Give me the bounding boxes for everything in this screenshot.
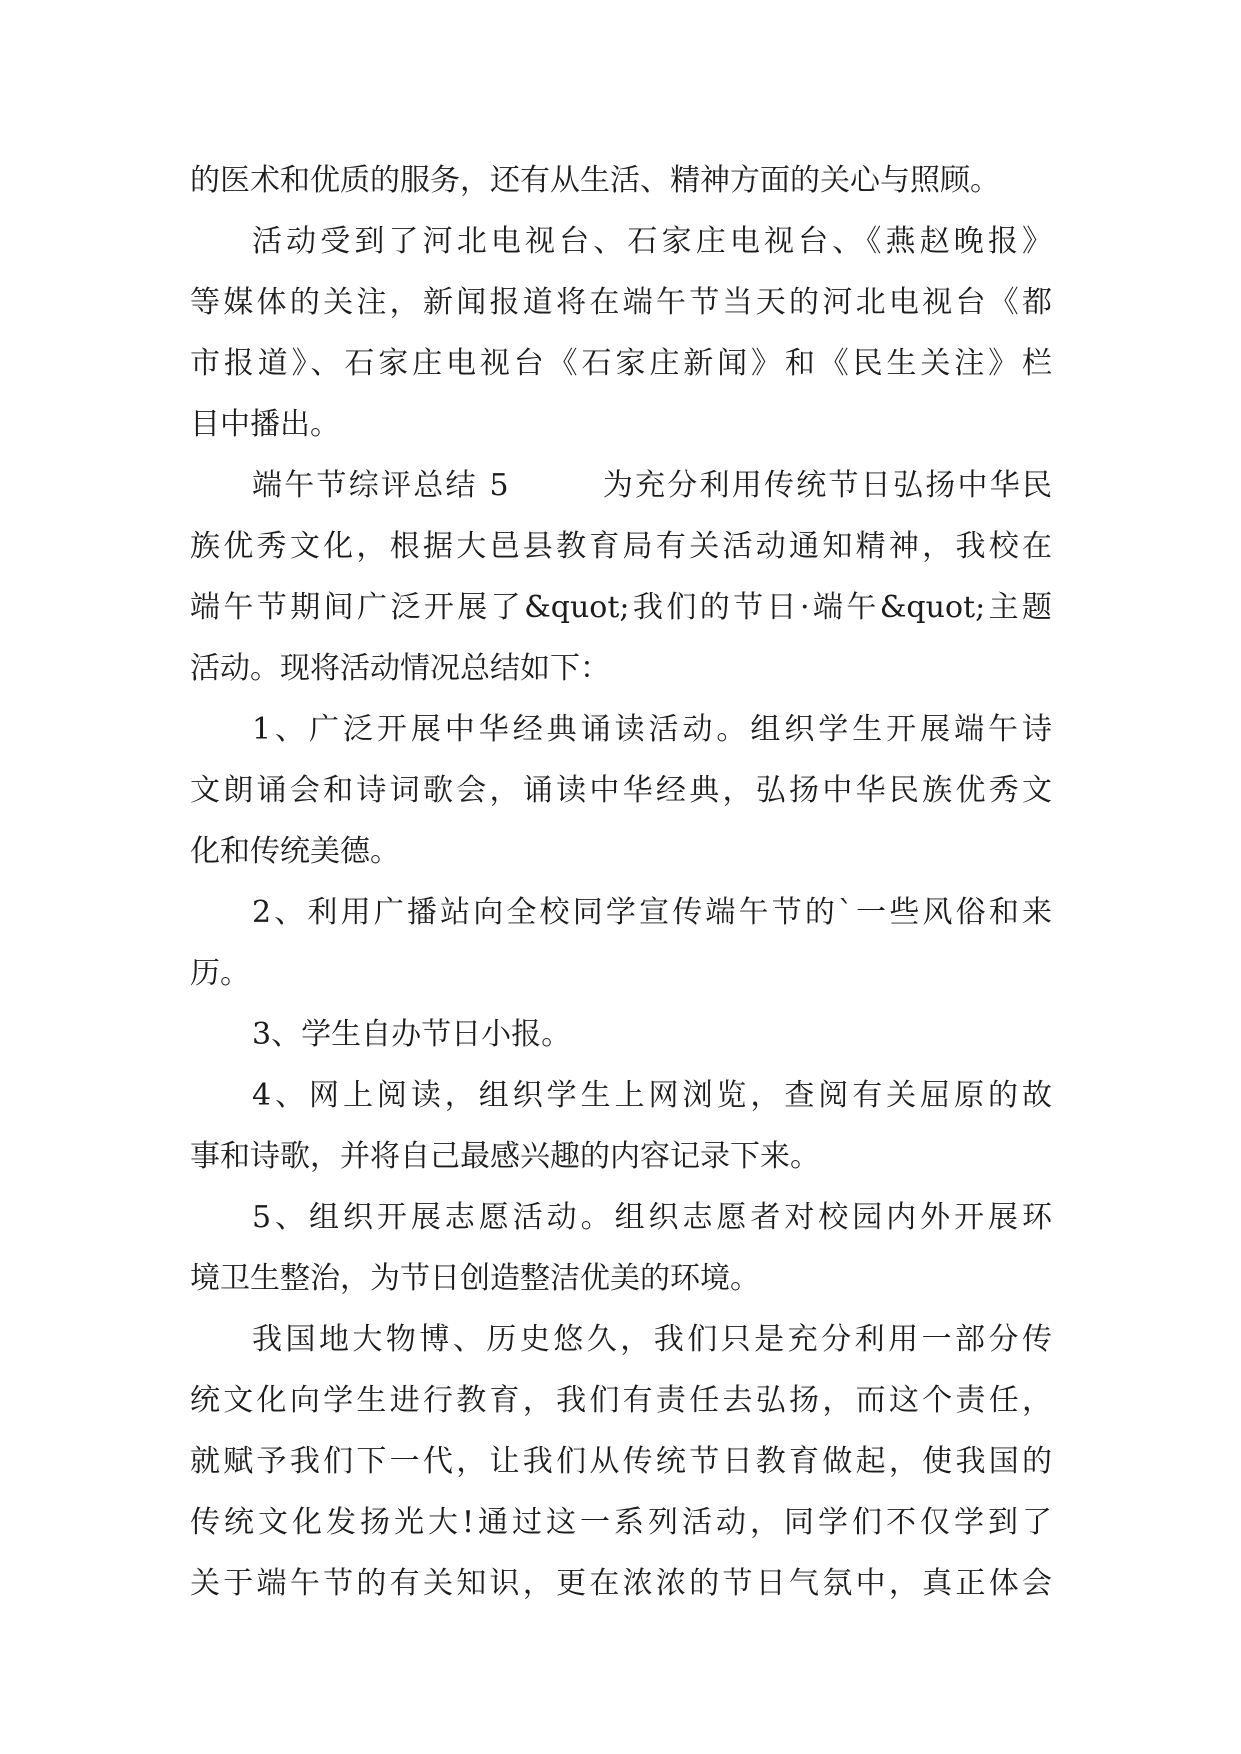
document-body [190,150,1052,1614]
text-line: 我国地大物博、历史悠久，我们只是充分利用一部分传 [252,1322,1052,1357]
text-line: 2、利用广播站向全校同学宣传端午节的`一些风俗和来 [252,895,1052,930]
text-line: 就赋予我们下一代，让我们从传统节日教育做起，使我国的 [190,1444,1052,1479]
text-line: 文朗诵会和诗词歌会，诵读中华经典，弘扬中华民族优秀文 [190,773,1052,808]
text-line: 关于端午节的有关知识，更在浓浓的节日气氛中，真正体会 [190,1566,1052,1601]
text-line: 1、广泛开展中华经典诵读活动。组织学生开展端午诗 [252,712,1052,747]
text-line: 端午节综评总结 5 为充分利用传统节日弘扬中华民 [252,468,1052,503]
text-line: 历。 [190,956,250,991]
text-line: 活动。现将活动情况总结如下： [190,651,610,686]
text-line: 端午节期间广泛开展了&quot;我们的节日·端午&quot;主题 [190,590,1052,625]
text-line: 传统文化发扬光大!通过这一系列活动，同学们不仅学到了 [190,1505,1052,1540]
text-line: 化和传统美德。 [190,834,400,869]
text-line: 事和诗歌，并将自己最感兴趣的内容记录下来。 [190,1139,820,1174]
text-line: 境卫生整治，为节日创造整洁优美的环境。 [190,1261,760,1296]
text-line: 目中播出。 [190,407,340,442]
text-line: 3、学生自办节日小报。 [252,1017,572,1052]
text-line: 4、网上阅读，组织学生上网浏览，查阅有关屈原的故 [252,1078,1052,1113]
text-line: 5、组织开展志愿活动。组织志愿者对校园内外开展环 [252,1200,1052,1235]
text-line: 统文化向学生进行教育，我们有责任去弘扬，而这个责任， [190,1383,1052,1418]
text-line: 市报道》、石家庄电视台《石家庄新闻》和《民生关注》栏 [190,346,1052,381]
text-line: 族优秀文化，根据大邑县教育局有关活动通知精神，我校在 [190,529,1052,564]
text-line: 活动受到了河北电视台、石家庄电视台、《燕赵晚报》 [252,224,1052,259]
text-line: 等媒体的关注，新闻报道将在端午节当天的河北电视台《都 [190,285,1052,320]
text-line: 的医术和优质的服务，还有从生活、精神方面的关心与照顾。 [190,163,1000,198]
